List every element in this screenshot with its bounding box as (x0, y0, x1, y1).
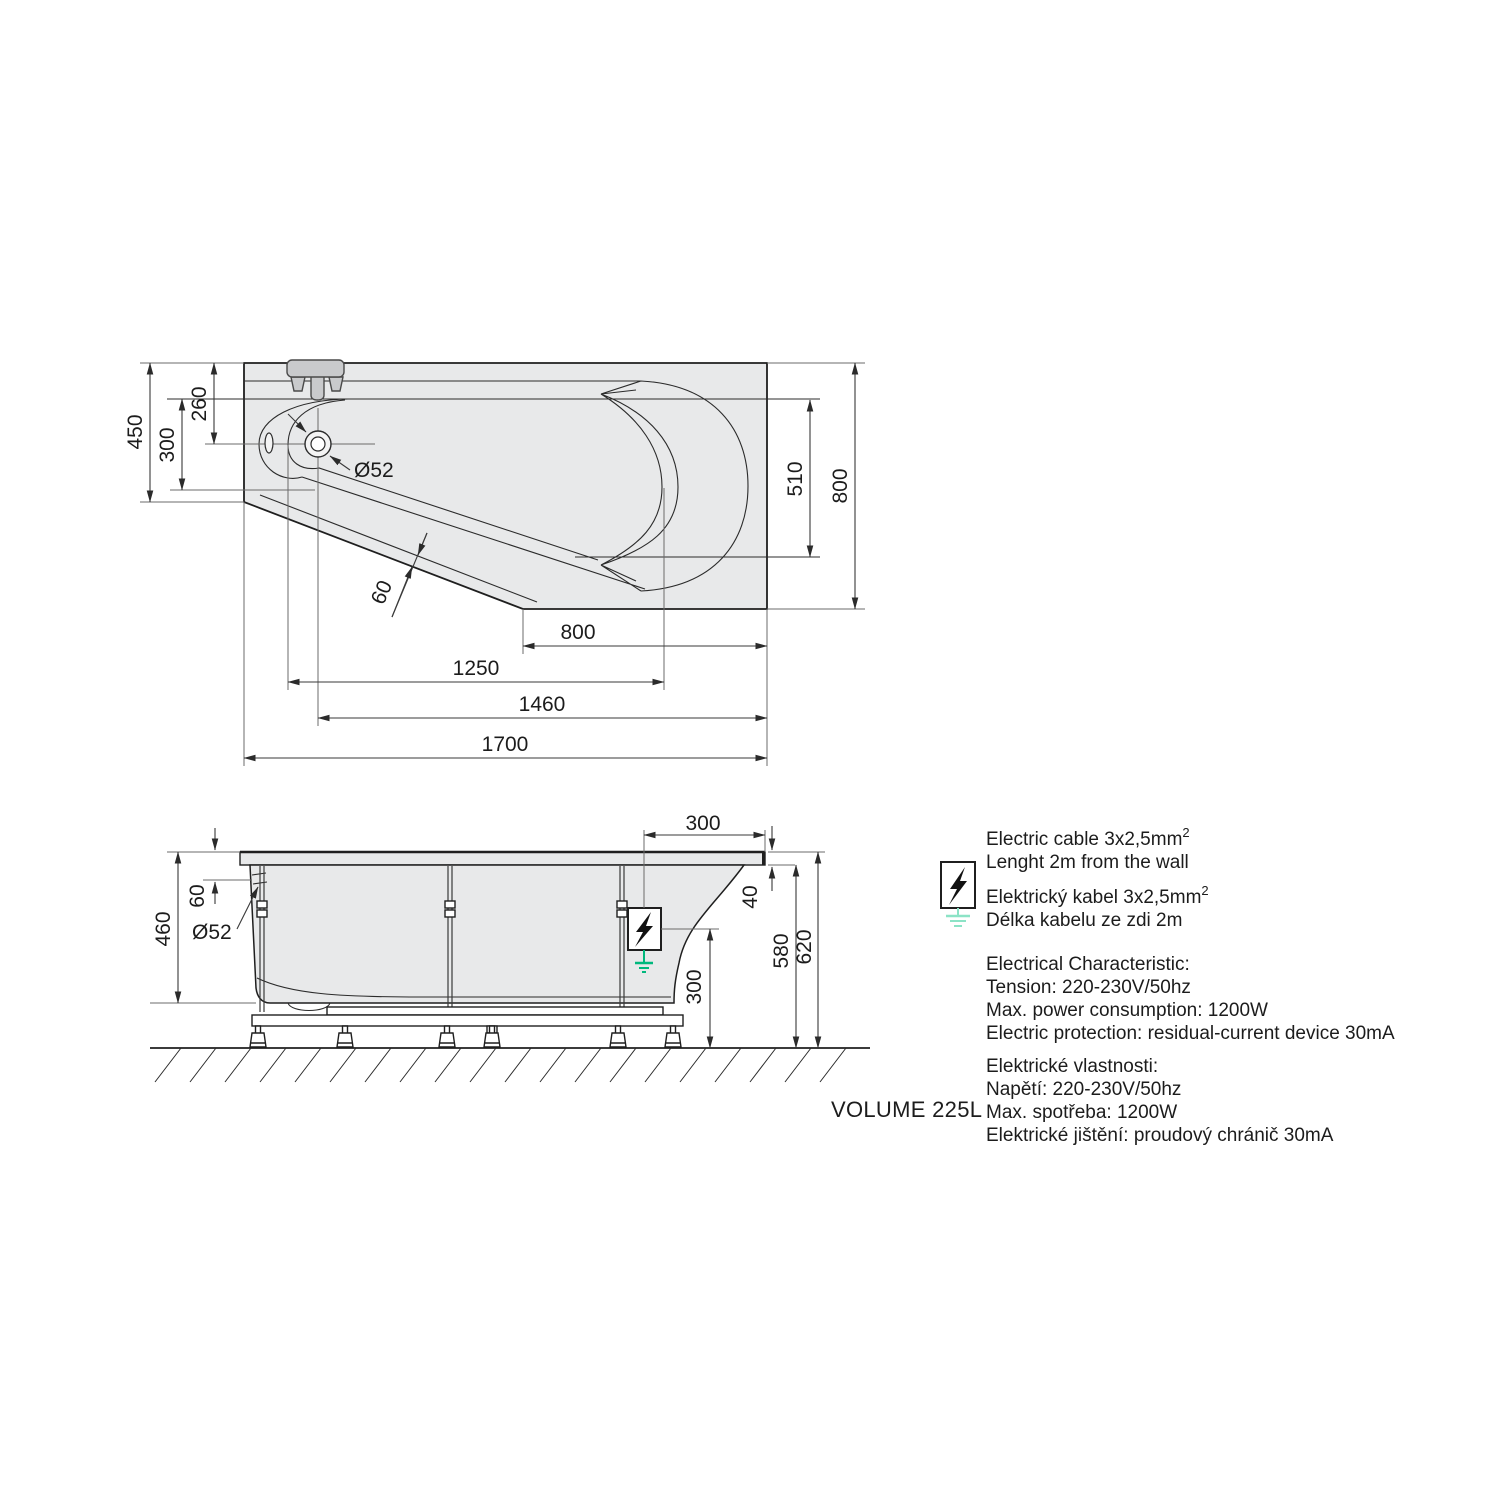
bathtub-top-outline (244, 363, 767, 609)
dim-label-510: 510 (784, 461, 807, 497)
cable-length-en: Lenght 2m from the wall (986, 852, 1189, 873)
dim-label-800-vertical: 800 (829, 468, 852, 504)
faucet-body (287, 360, 344, 377)
side-view (150, 812, 982, 1122)
faucet-spout (311, 374, 324, 400)
cable-note-en-text: Electric cable 3x2,5mm (986, 829, 1183, 850)
foot (337, 1026, 353, 1047)
electrical-legend (941, 825, 1395, 1146)
frame-main-rail (252, 1015, 683, 1026)
dim-label-460: 460 (152, 911, 175, 947)
dim-label-300-bottom: 300 (683, 969, 706, 1005)
turnbuckle (617, 910, 627, 917)
dim-label-40: 40 (739, 885, 762, 909)
dim-label-60: 60 (366, 577, 398, 608)
cable-note-cs-text: Elektrický kabel 3x2,5mm (986, 887, 1202, 908)
dim-arrow-60-lower (392, 567, 412, 617)
dim-label-450: 450 (124, 414, 147, 450)
cable-length-cs: Délka kabelu ze zdi 2m (986, 910, 1183, 931)
dim-label-1460: 1460 (518, 693, 566, 716)
dim-label-580: 580 (770, 933, 793, 969)
dim-label-620: 620 (793, 929, 816, 965)
cable-note-en (986, 825, 1190, 850)
foot (250, 1026, 266, 1047)
cable-note-en-sup: 2 (1182, 825, 1190, 840)
electrical-protection-en: Electric protection: residual-current device 30mA (986, 1023, 1395, 1044)
dim-label-60-side: 60 (186, 884, 209, 908)
foot (665, 1026, 681, 1047)
foot (439, 1026, 455, 1047)
dim-label-1700: 1700 (481, 733, 529, 756)
electrical-tension-cs: Napětí: 220-230V/50hz (986, 1079, 1182, 1100)
feet (250, 1026, 681, 1047)
rim-slab (240, 852, 765, 865)
cable-note-cs (986, 883, 1209, 908)
dim-label-drain-diameter: Ø52 (354, 459, 394, 482)
turnbuckle (257, 910, 267, 917)
faucet-handle-left (291, 377, 305, 391)
legend-ground-symbol-icon (946, 908, 970, 926)
electrical-power-cs: Max. spotřeba: 1200W (986, 1102, 1178, 1123)
electrical-heading-cs: Elektrické vlastnosti: (986, 1056, 1159, 1077)
dim-label-drain-side: Ø52 (192, 921, 232, 944)
top-view (124, 360, 865, 766)
frame-upper-platform (327, 1007, 663, 1015)
electrical-notes (986, 825, 1395, 1146)
dim-label-300-top: 300 (685, 812, 721, 835)
turnbuckle (445, 901, 455, 908)
dim-label-800-bottom: 800 (560, 621, 596, 644)
faucet-handle-right (329, 377, 343, 391)
overflow-hole (265, 433, 273, 453)
dim-label-1250: 1250 (452, 657, 500, 680)
turnbuckle (617, 901, 627, 908)
foot (610, 1026, 626, 1047)
electrical-heading-en: Electrical Characteristic: (986, 954, 1190, 975)
dim-label-260: 260 (188, 386, 211, 422)
turnbuckle (257, 901, 267, 908)
electrical-power-en: Max. power consumption: 1200W (986, 1000, 1268, 1021)
electrical-tension-en: Tension: 220-230V/50hz (986, 977, 1191, 998)
cable-note-cs-sup: 2 (1201, 883, 1209, 898)
drain-circle-inner (311, 437, 325, 451)
floor-hatching (155, 1048, 846, 1082)
dim-label-300: 300 (156, 427, 179, 463)
electrical-protection-cs: Elektrické jištění: proudový chránič 30mA (986, 1125, 1334, 1146)
bathtub-side-body (250, 865, 744, 1003)
volume-label: VOLUME 225L (831, 1097, 983, 1122)
turnbuckle (445, 910, 455, 917)
